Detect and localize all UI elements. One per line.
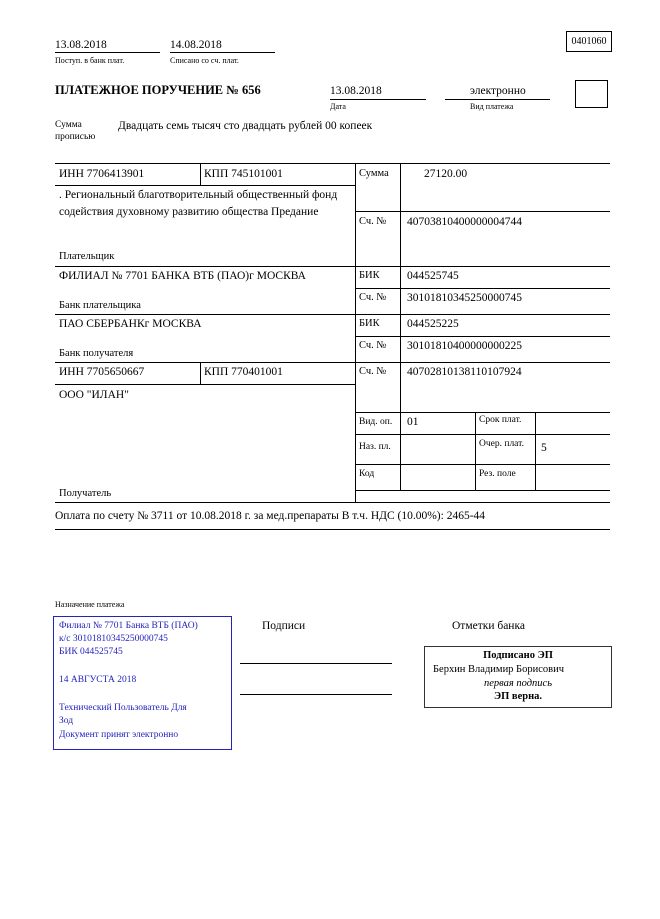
table-line [355,412,610,413]
table-line [355,464,610,465]
payee-section-label: Получатель [59,488,112,499]
amount-words-label-bottom: прописью [55,132,96,142]
page-title: ПЛАТЕЖНОЕ ПОРУЧЕНИЕ № 656 [55,83,261,97]
purpose-code-label: Наз. пл. [359,442,391,452]
esign-verified: ЭП верна. [493,691,542,702]
payee-kpp: КПП 770401001 [204,366,283,378]
table-line [475,412,476,490]
table-line [200,362,201,384]
electronic-signature-box [424,646,612,708]
payee-bank-section-label: Банк получателя [59,348,134,359]
payee-bank-account: 30101810400000000225 [407,340,522,352]
table-line [55,185,355,186]
op-type-value: 01 [407,416,419,428]
table-line [55,266,610,267]
divider [55,52,160,53]
payee-account-label: Сч. № [359,366,387,377]
signature-line [240,663,392,664]
date-label: Дата [330,102,346,111]
document-date: 13.08.2018 [330,85,382,97]
table-line [55,502,610,503]
table-line [55,362,610,363]
table-line [200,163,201,185]
sum-label: Сумма [359,168,389,179]
payer-section-label: Плательщик [59,251,115,262]
payer-account-label: Сч. № [359,216,387,227]
table-line [55,314,610,315]
esign-status: Подписано ЭП [483,650,553,661]
stamp-line: Технический Пользователь Для [59,703,187,713]
payer-inn: ИНН 7706413901 [59,168,145,180]
payee-bank-bik: 044525225 [407,318,459,330]
amount-words-label-top: Сумма [55,120,82,130]
pay-term-label: Срок плат. [479,415,522,425]
payment-kind-value: электронно [470,85,526,97]
status-code-box [575,80,608,108]
form-code: 0401060 [571,36,607,47]
table-line [355,288,610,289]
payment-purpose-label: Назначение платежа [55,600,125,609]
payee-name: ООО "ИЛАН" [59,389,129,401]
payer-bank-bik: 044525745 [407,270,459,282]
op-type-label: Вид. оп. [359,417,393,427]
esign-signer-name: Берхин Владимир Борисович [433,664,564,675]
form-code-box [566,31,612,52]
stamp-line: 14 АВГУСТА 2018 [59,675,137,685]
payer-bank-bik-label: БИК [359,270,380,281]
table-line [355,434,610,435]
payer-bank-account-label: Сч. № [359,292,387,303]
table-line [400,163,401,490]
payee-inn: ИНН 7705650667 [59,366,145,378]
debited-date: 14.08.2018 [170,39,222,51]
debited-label: Списано со сч. плат. [170,56,239,65]
table-line [355,211,610,212]
divider [55,529,610,530]
stamp-line: Филиал № 7701 Банка ВТБ (ПАО) [59,621,198,631]
stamp-line: БИК 044525745 [59,647,123,657]
payment-kind-label: Вид платежа [470,102,514,111]
received-in-bank-date: 13.08.2018 [55,39,107,51]
payee-bank-account-label: Сч. № [359,340,387,351]
received-in-bank-label: Поступ. в банк плат. [55,56,125,65]
payee-account: 40702810138110107924 [407,366,522,378]
stamp-line: Документ принят электронно [59,730,179,740]
payer-bank-section-label: Банк плательщика [59,300,141,311]
divider [170,52,275,53]
payer-bank-account: 30101810345250000745 [407,292,522,304]
stamp-line: Зод [59,716,74,726]
divider [330,99,426,100]
esign-kind: первая подпись [483,678,552,689]
payee-bank-name: ПАО СБЕРБАНКг МОСКВА [59,318,202,330]
payer-bank-name: ФИЛИАЛ № 7701 БАНКА ВТБ (ПАО)г МОСКВА [59,270,306,282]
priority-value: 5 [541,442,547,454]
table-line [55,384,355,385]
bank-stamp [53,616,232,750]
signatures-label: Подписи [262,620,306,632]
sum-value: 27120.00 [424,168,468,180]
amount-in-words: Двадцать семь тысяч сто двадцать рублей 00 копеек [118,120,373,132]
table-line [355,490,610,491]
payer-kpp: КПП 745101001 [204,168,283,180]
priority-label: Очер. плат. [479,439,524,449]
payer-name: . Региональный благотворительный общественный фонд содействия духовному развитию общества Предание [59,189,338,218]
table-line [355,336,610,337]
table-line [535,412,536,490]
stamp-line: к/с 30101810345250000745 [59,634,168,644]
payer-account: 40703810400000004744 [407,216,522,228]
divider [445,99,550,100]
bank-marks-label: Отметки банка [452,620,525,632]
code-label: Код [359,469,375,479]
table-line [55,163,610,164]
table-line [355,163,356,502]
payee-bank-bik-label: БИК [359,318,380,329]
payment-purpose-text: Оплата по счету № 3711 от 10.08.2018 г. за мед.препараты В т.ч. НДС (10.00%): 2465-44 [55,510,486,522]
signature-line [240,694,392,695]
reserve-field-label: Рез. поле [479,469,516,479]
